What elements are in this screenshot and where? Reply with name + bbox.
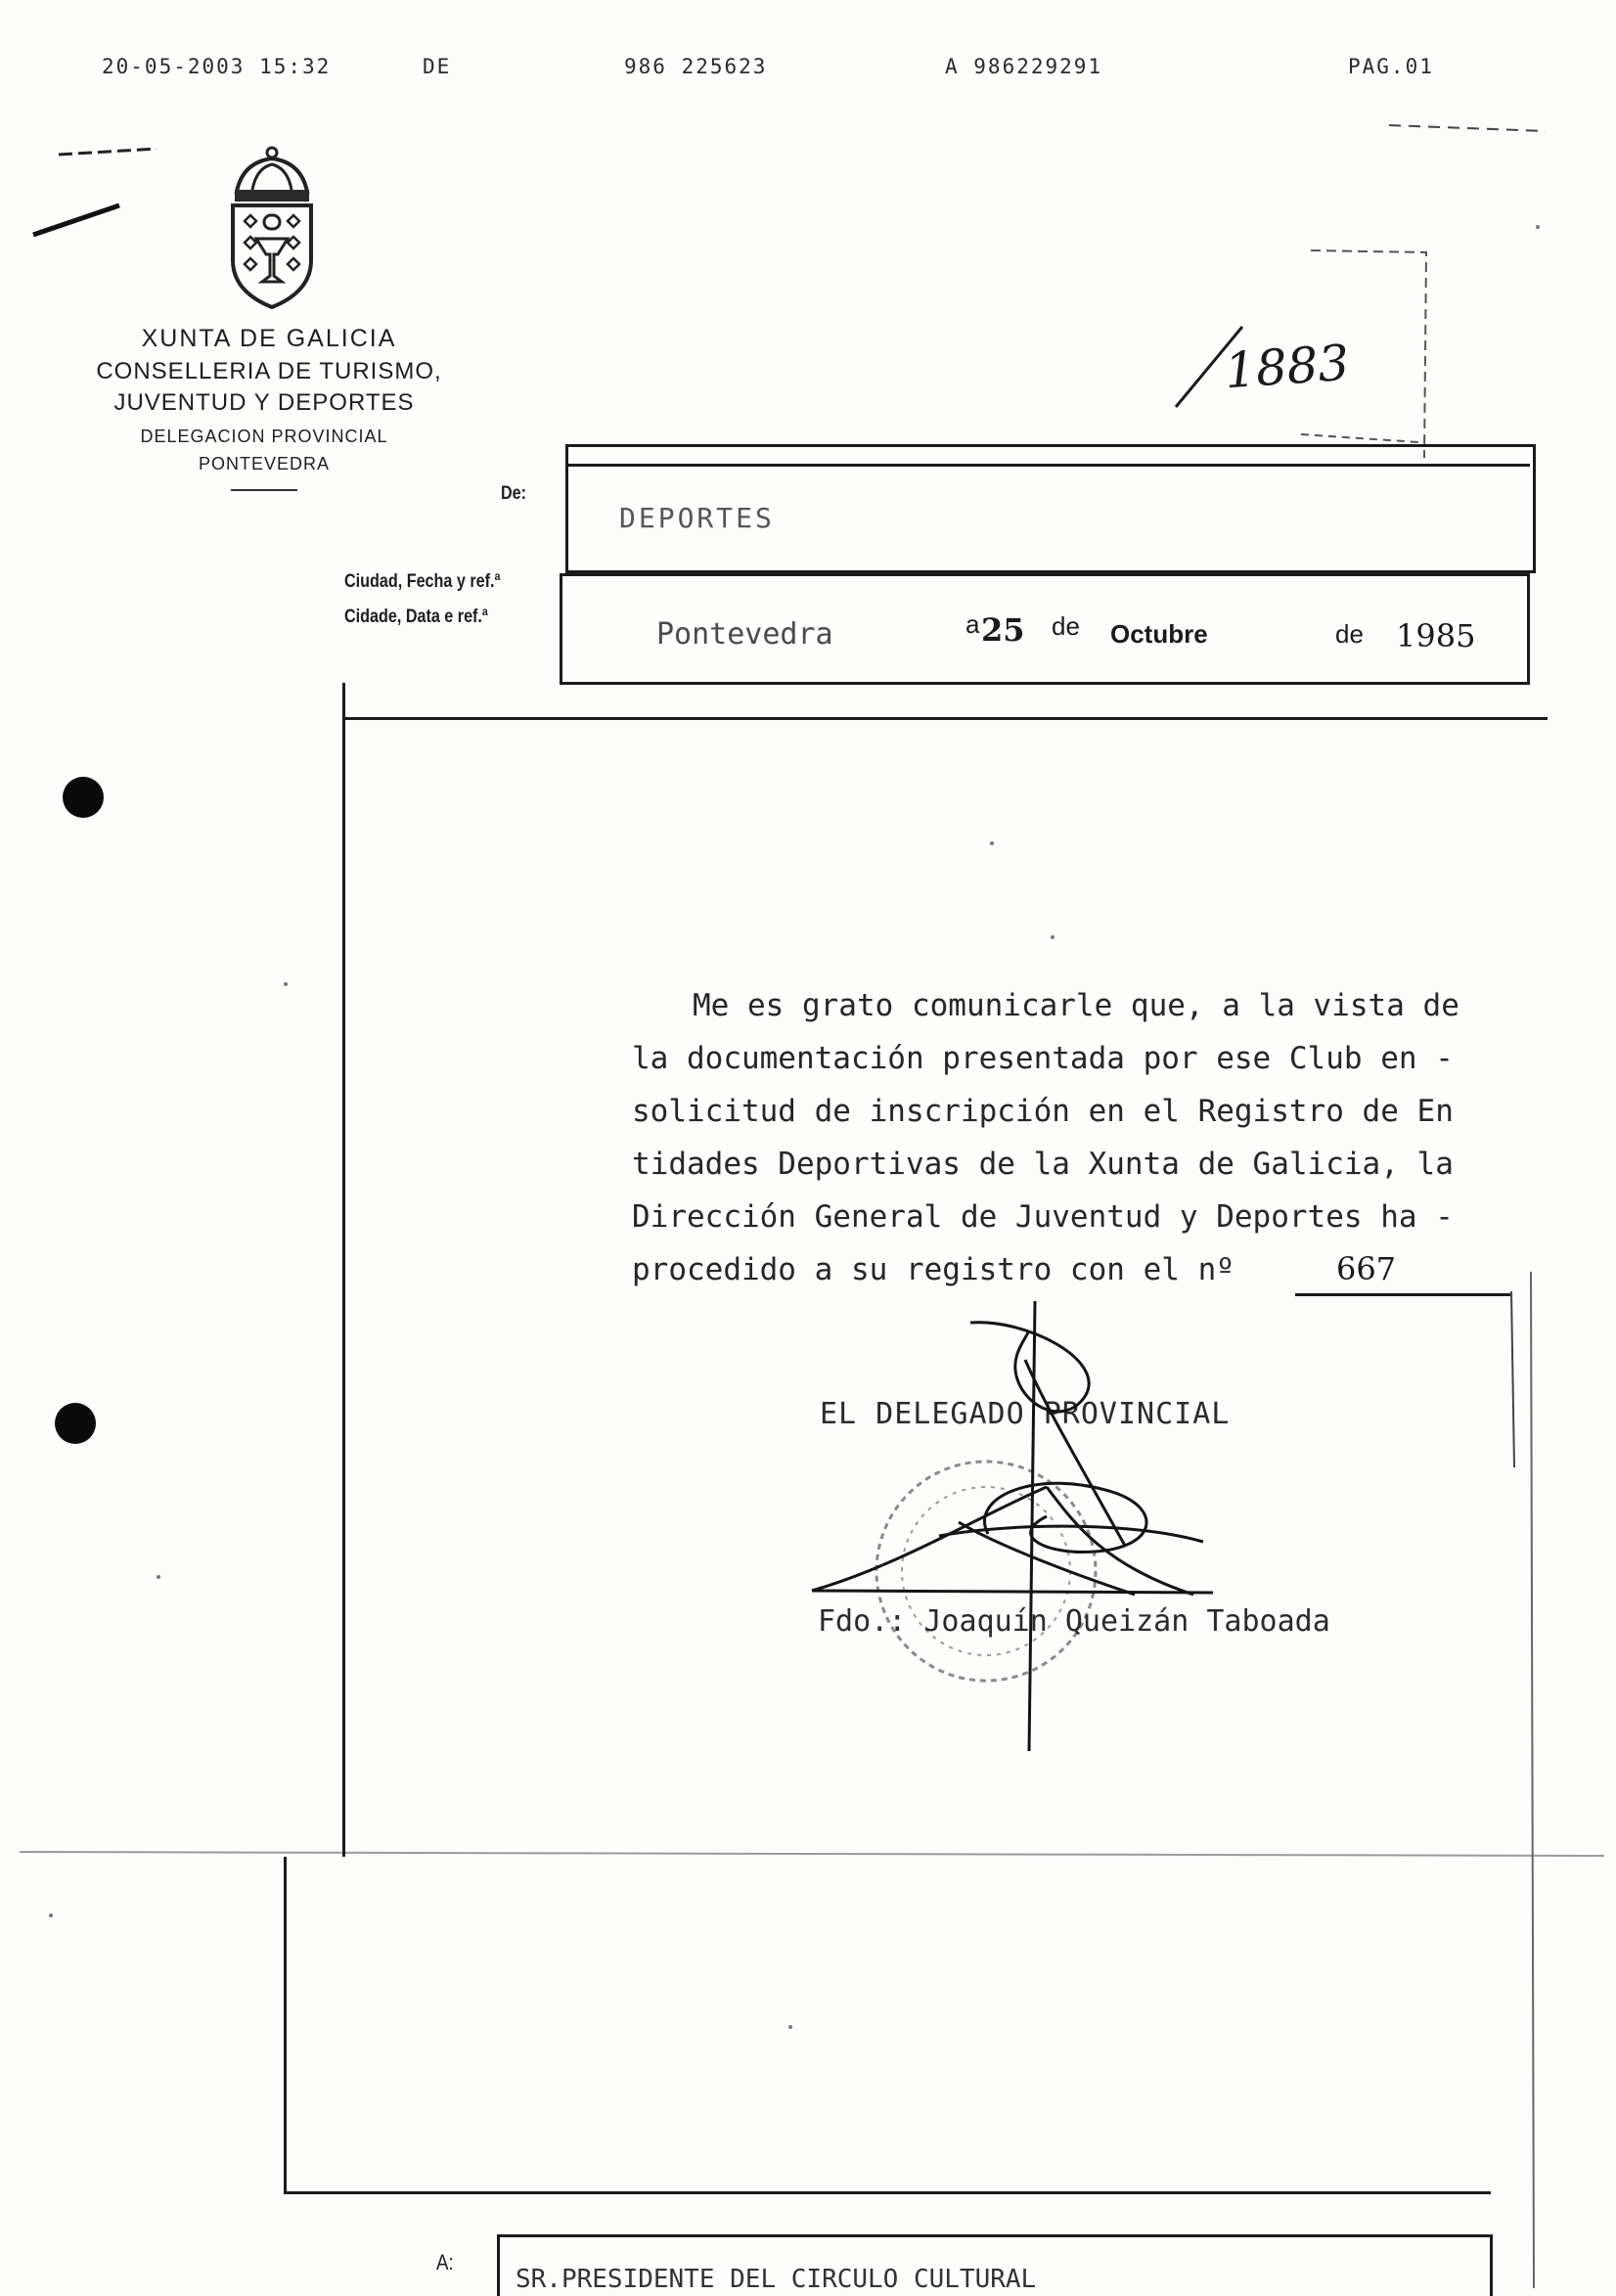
from-value: DEPORTES (619, 502, 775, 534)
handwritten-reference: 1883 (1223, 334, 1352, 400)
registry-number: 667 (1336, 1250, 1397, 1287)
fax-from-label: DE (423, 55, 452, 78)
speck (1536, 225, 1540, 229)
speck (284, 982, 288, 986)
body-line: tidades Deportivas de la Xunta de Galicia, la (632, 1147, 1454, 1182)
speck (157, 1575, 160, 1579)
signature-title: EL DELEGADO PROVINCIAL (820, 1397, 1231, 1431)
speck (1051, 935, 1055, 939)
date-de-1: de (1052, 611, 1080, 641)
signed-by: Fdo.: Joaquín Queizán Taboada (818, 1604, 1330, 1639)
body-line: Me es grato comunicarle que, a la vista de (693, 988, 1459, 1023)
fax-datetime: 20-05-2003 15:32 (102, 55, 332, 78)
date-year: 1985 (1396, 617, 1476, 654)
org-underline (231, 489, 297, 491)
org-xunta: XUNTA DE GALICIA (141, 325, 397, 352)
fax-to-number: A 986229291 (945, 55, 1103, 78)
org-delegacion: DELEGACION PROVINCIAL (140, 427, 388, 446)
letter-frame-bottom (284, 2191, 1491, 2194)
from-box-rule (565, 464, 1530, 467)
registry-number-field (1295, 1246, 1510, 1296)
date-city: Pontevedra (656, 617, 833, 652)
handwritten-signature (783, 1301, 1233, 1741)
from-label: De: (501, 483, 527, 504)
fax-from-number: 986 225623 (624, 55, 768, 78)
fax-page: PAG.01 (1348, 55, 1434, 78)
org-conselleria: CONSELLERIA DE TURISMO, (96, 358, 442, 384)
body-line: la documentación presentada por ese Club en - (632, 1041, 1454, 1076)
letter-frame-left (342, 683, 345, 1857)
punch-hole-bottom (55, 1403, 96, 1444)
recipient-box (497, 2234, 1493, 2296)
date-day: 25 (981, 611, 1025, 649)
date-label-gl: Cidade, Data e ref.ª (344, 607, 488, 627)
date-a: a (965, 609, 980, 639)
recipient-label: A: (436, 2250, 454, 2274)
date-de-2: de (1335, 619, 1364, 649)
speck (990, 841, 994, 845)
body-line: procedido a su registro con el nº (632, 1252, 1234, 1287)
punch-hole-top (63, 777, 104, 818)
date-box (560, 573, 1530, 685)
letter-frame-left-lower (284, 1857, 287, 2191)
speck (788, 2025, 792, 2029)
letter-frame-top (342, 717, 1548, 720)
date-label-es: Ciudad, Fecha y ref.ª (344, 571, 501, 592)
body-line: solicitud de inscripción en el Registro de En (632, 1094, 1454, 1129)
org-pontevedra: PONTEVEDRA (198, 454, 331, 473)
recipient-value: SR.PRESIDENTE DEL CIRCULO CULTURAL (516, 2265, 1037, 2294)
body-line: Dirección General de Juventud y Deportes ha - (632, 1199, 1454, 1235)
speck (49, 1913, 53, 1917)
org-juventud: JUVENTUD Y DEPORTES (113, 389, 415, 416)
galicia-coat-of-arms-icon (223, 145, 321, 311)
date-month: Octubre (1110, 619, 1208, 649)
